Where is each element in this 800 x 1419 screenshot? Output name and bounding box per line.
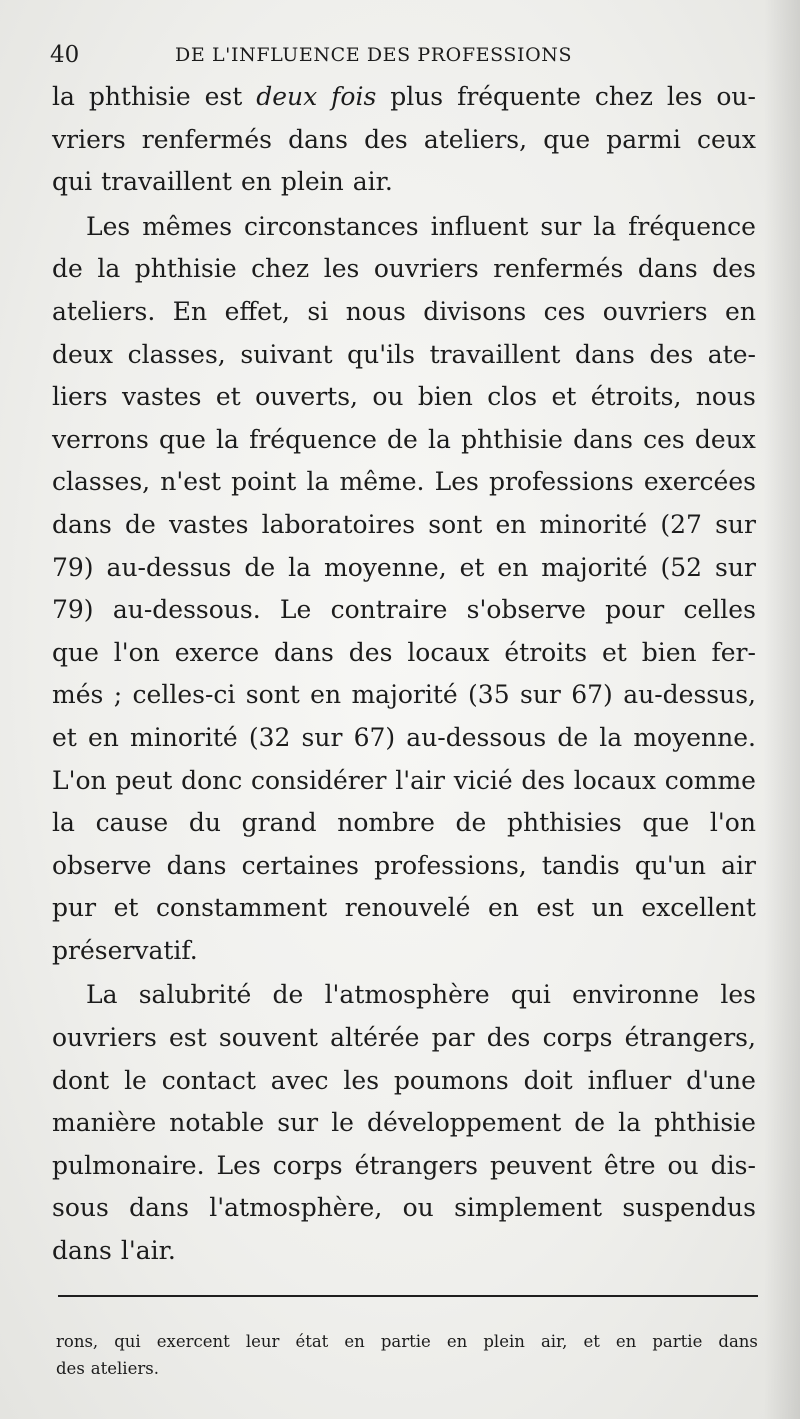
word: la [618,1108,642,1138]
word: ces [643,424,685,454]
word: ou- [716,82,756,111]
word: plein [280,167,344,197]
word: de [52,254,83,284]
word: comme [664,765,756,795]
running-head [50,42,750,72]
word: La [86,980,118,1010]
text-line [52,595,756,638]
word: professions, [374,850,527,880]
word: sur [301,722,343,752]
word: rons, [56,1332,99,1351]
word: en [87,722,119,752]
word: pour [605,595,665,625]
word: l'on [113,637,160,667]
word: en [446,1332,468,1351]
text-line [52,297,756,340]
word: fois [331,82,377,111]
word: fer- [711,637,756,667]
word: de [574,1108,606,1138]
word: au-dessous. [112,595,261,625]
word: phthisie [88,82,191,111]
word: ateliers. [52,296,156,326]
word: circonstances [244,211,419,241]
word: les [343,1065,380,1095]
word: 67) [571,680,613,710]
word: qui [52,167,93,197]
word: sur [715,552,756,582]
word: bien [641,637,697,667]
word: préservatif. [52,935,198,965]
body-text [52,82,756,1279]
word: que [158,424,206,454]
word: qu'ils [347,339,415,369]
word: L'on [52,765,107,795]
word: excellent [641,893,756,923]
text-line [52,1023,756,1066]
word: phthisie [654,1108,756,1138]
word: doit [523,1065,573,1095]
word: exerce [174,637,260,667]
word: moyenne. [633,722,756,752]
word: des [348,637,393,667]
word: deux [694,424,756,454]
word: en [240,167,272,197]
word: et [551,382,577,412]
word: pur [52,893,97,923]
word: divisons [423,296,527,326]
word: leur [245,1332,280,1351]
word: verrons [52,424,149,454]
word: des [712,254,756,284]
word: classes, [52,467,151,497]
text-line [52,1151,756,1194]
word: travaillent [101,167,232,197]
word: nous [345,296,406,326]
text-line [52,125,756,168]
word: pulmonaire. [52,1150,205,1180]
word: d'une [686,1065,756,1095]
word: constamment [155,893,328,923]
word: vriers [52,124,126,154]
word: par [431,1023,475,1053]
word: plein [483,1332,525,1351]
word: avec [270,1065,329,1095]
word: sur [715,509,756,539]
word: être [603,1150,656,1180]
word: la [288,552,312,582]
word: la [599,722,623,752]
footnote [56,1332,758,1386]
word: l'atmosphère [324,980,490,1010]
word: renfermés [141,124,272,154]
word: vicié [453,765,513,795]
word: l'atmosphère, [209,1193,383,1223]
word: des [486,1023,531,1053]
word: Le [279,595,312,625]
word: et [52,722,77,752]
word: la [306,467,330,497]
word: dans [274,637,334,667]
word: laboratoires [261,509,416,539]
word: partie [652,1332,703,1351]
word: dans [637,254,698,284]
word: en [725,296,756,326]
word: parmi [606,124,681,154]
word: travaillent [429,339,561,369]
text-line [52,638,756,681]
word: (52 [660,552,703,582]
word: phthisie [134,254,237,284]
word: les [323,254,360,284]
word: sont [428,509,483,539]
word: en [344,1332,365,1351]
word: contact [161,1065,256,1095]
word: (32 [248,722,291,752]
word: moyenne, [324,552,447,582]
text-line [52,553,756,596]
word: si [307,296,329,326]
word: professions [489,467,634,497]
word: en [497,552,529,582]
word: influent [430,211,529,241]
word: simplement [454,1193,603,1223]
word: ouvriers [602,296,708,326]
word: phthisie [461,424,563,454]
word: exercent [156,1332,230,1351]
text-line [52,1066,756,1109]
word: l'on [709,808,756,838]
word: les [720,980,756,1010]
word: et [601,637,627,667]
word: deux [256,82,318,111]
text-line [52,1108,756,1151]
word: vastes [168,509,249,539]
word: minorité [539,509,648,539]
word: des [364,124,408,154]
word: en [487,893,519,923]
word: ate- [707,339,756,369]
word: ouverts, [255,382,358,412]
word: de [455,808,487,838]
word: ceux [696,124,756,154]
word: la [593,211,617,241]
text-line [52,425,756,468]
word: point [231,467,297,497]
word: la [216,424,239,454]
text-line [52,851,756,894]
word: peut [115,765,173,795]
word: fréquence [628,211,756,241]
word: l'air [395,765,445,795]
word: que [642,808,690,838]
word: dans [166,850,227,880]
word: 79) [52,595,94,625]
word: qui [114,1332,141,1351]
word: grand [241,808,317,838]
word: bien [417,382,473,412]
word: la [97,254,121,284]
word: salubrité [138,980,252,1010]
word: des [649,339,694,369]
text-line [52,82,756,125]
word: (27 [660,509,702,539]
word: ; [113,680,123,710]
word: et [215,382,241,412]
word: majorité [351,680,458,710]
text-line [52,1236,756,1279]
word: exercées [643,467,756,497]
word: de [244,552,276,582]
text-line [52,340,756,383]
word: un [591,893,624,923]
word: nous [695,382,756,412]
word: étroits, [590,382,682,412]
word: fréquence [249,424,377,454]
word: suspendus [622,1193,756,1223]
word: est [204,82,243,111]
word: notable [169,1108,265,1138]
word: en [615,1332,637,1351]
word: la [52,808,75,838]
word: peuvent [489,1150,592,1180]
word: certaines [241,850,360,880]
word: chez [251,254,310,284]
word: le [331,1108,354,1138]
word: ces [543,296,586,326]
word: dans [129,1193,189,1223]
word: observe [52,850,152,880]
word: dans [288,124,348,154]
word: Les [216,1150,261,1180]
word: dans [52,1236,112,1266]
word: influer [587,1065,672,1095]
word: celles [683,595,756,625]
word: le [124,1065,147,1095]
word: dans [573,424,633,454]
word: (35 [468,680,510,710]
word: du [188,808,221,838]
word: dont [52,1065,110,1095]
word: cause [95,808,169,838]
text-line [52,254,756,297]
word: effet, [224,296,290,326]
word: locaux [573,765,656,795]
word: même. [339,467,425,497]
word: souvent [218,1023,318,1053]
text-line [52,467,756,510]
word: poumons [393,1065,509,1095]
word: air. [352,167,393,197]
word: de [557,722,589,752]
word: chez [594,82,653,111]
word: minorité [130,722,238,752]
word: état [295,1332,329,1351]
word: de [125,509,156,539]
word: étrangers [354,1150,478,1180]
word: dans [52,509,112,539]
word: En [172,296,208,326]
word: més [52,680,104,710]
word: 67) [353,722,396,752]
word: Les [86,211,131,241]
word: sont [245,680,300,710]
word: en [495,509,527,539]
word: au-dessus [106,552,232,582]
text-line [52,980,756,1023]
word: étroits [504,637,588,667]
word: suivant [240,339,333,369]
word: dans [718,1332,758,1351]
text-line [52,808,756,851]
word: qu'un [634,850,707,880]
text-line [52,382,756,425]
text-line [52,167,756,210]
word: ateliers, [423,124,528,154]
word: tandis [541,850,620,880]
word: des [521,765,566,795]
text-line [52,723,756,766]
word: est [536,893,575,923]
page-edge-shadow [764,0,800,1419]
page-number: 40 [50,42,80,68]
word: la [52,82,75,111]
word: ou [372,382,404,412]
word: la [428,424,451,454]
word: corps [542,1023,613,1053]
word: vastes [121,382,202,412]
word: au-dessous [406,722,547,752]
word: partie [380,1332,431,1351]
word: s'observe [466,595,586,625]
word: des [56,1359,85,1378]
word: sous [52,1193,109,1223]
text-line [52,766,756,809]
word: développement [367,1108,562,1138]
word: nombre [337,808,435,838]
word: air [721,850,756,880]
text-line [52,936,756,979]
word: qui [510,980,551,1010]
text-line [52,510,756,553]
word: sur [519,680,561,710]
word: sur [540,211,582,241]
word: deux [52,339,113,369]
word: majorité [541,552,648,582]
running-title: DE L'INFLUENCE DES PROFESSIONS [175,44,573,66]
word: Les [434,467,479,497]
word: n'est [160,467,221,497]
word: manière [52,1108,157,1138]
word: de [387,424,418,454]
word: contraire [330,595,448,625]
word: et [583,1332,600,1351]
word: classes, [127,339,226,369]
word: celles-ci [132,680,236,710]
word: ouvriers [52,1023,157,1053]
word: 79) [52,552,94,582]
word: ateliers. [90,1359,159,1378]
word: environne [572,980,700,1010]
word: fréquente [457,82,581,111]
word: liers [52,382,108,412]
word: donc [181,765,243,795]
text-line [52,680,756,723]
word: corps [272,1150,343,1180]
word: ou [667,1150,699,1180]
word: renfermés [493,254,624,284]
word: ou [402,1193,434,1223]
word: air, [540,1332,568,1351]
word: les [666,82,703,111]
word: sur [277,1108,319,1138]
word: et [459,552,485,582]
word: mêmes [142,211,233,241]
text-line [52,212,756,255]
word: dis- [710,1150,756,1180]
word: clos [487,382,538,412]
word: phthisies [506,808,622,838]
footnote-rule [58,1295,758,1297]
word: au-dessus, [623,680,756,710]
text-line [56,1359,758,1386]
word: que [52,637,99,667]
word: que [543,124,591,154]
word: considérer [251,765,387,795]
word: plus [390,82,444,111]
word: de [272,980,304,1010]
word: altérée [330,1023,420,1053]
word: en [310,680,342,710]
word: ouvriers [373,254,479,284]
word: dans [575,339,635,369]
word: locaux [407,637,490,667]
text-line [56,1332,758,1359]
text-line [52,1193,756,1236]
word: étrangers, [624,1023,756,1053]
word: est [169,1023,207,1053]
text-line [52,893,756,936]
word: et [113,893,139,923]
word: renouvelé [344,893,471,923]
word: l'air. [120,1236,176,1266]
